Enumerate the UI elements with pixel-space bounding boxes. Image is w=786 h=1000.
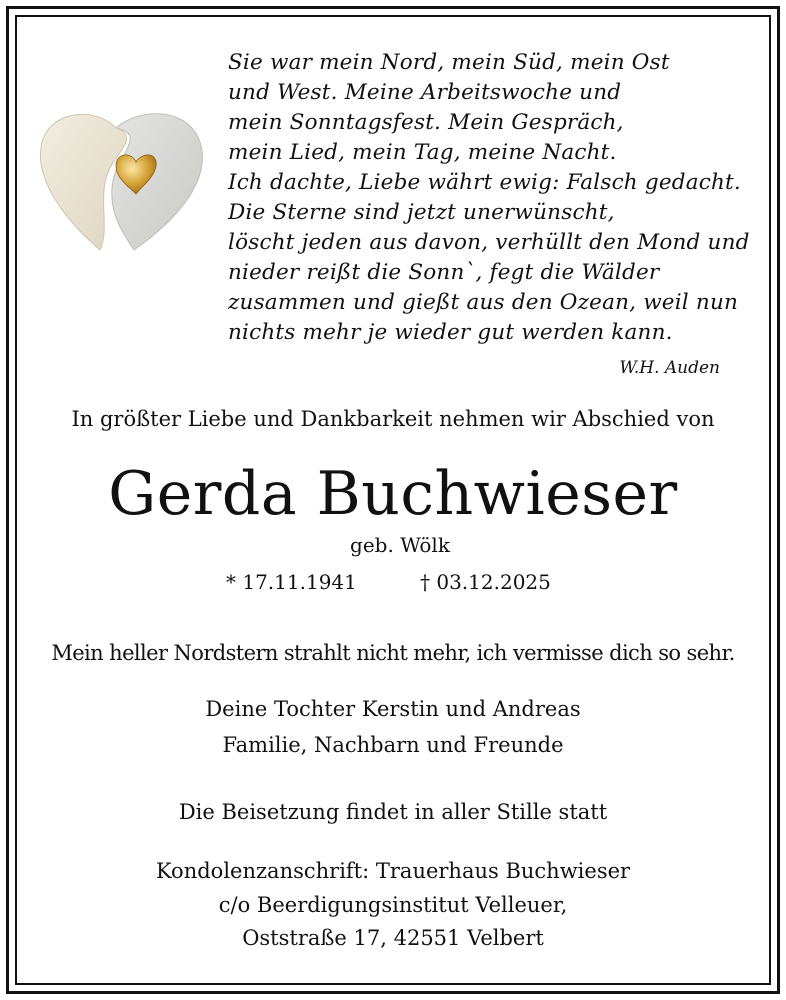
burial-note: Die Beisetzung findet in aller Stille statt [178,800,608,824]
poem-line: und West. Meine Arbeitswoche und [228,80,622,105]
stone-heart-icon [38,102,210,262]
intro-text: In größter Liebe und Dankbarkeit nehmen wir Abschied von [71,407,715,431]
poem-line: nieder reißt die Sonn`, fegt die Wälder [228,260,660,285]
poem-line: löscht jeden aus davon, verhüllt den Mond und [228,230,750,255]
farewell-quote: Mein heller Nordstern strahlt nicht mehr, ich vermisse dich so sehr. [51,641,735,665]
mourners-line-1: Deine Tochter Kerstin und Andreas [205,697,581,721]
poem-line: Die Sterne sind jetzt unerwünscht, [228,200,615,225]
poem-line: zusammen und gießt aus den Ozean, weil nun [228,290,739,315]
maiden-name: geb. Wölk [350,533,450,557]
condolence-address-line-1: Kondolenzanschrift: Trauerhaus Buchwieser [155,859,631,883]
poem-author: W.H. Auden [619,358,720,378]
poem [228,48,768,348]
mourners-line-2: Familie, Nachbarn und Freunde [222,733,564,757]
condolence-address-line-3: Oststraße 17, 42551 Velbert [242,926,544,950]
condolence-address-line-2: c/o Beerdigungsinstitut Velleuer, [218,893,568,917]
poem-line: mein Lied, mein Tag, meine Nacht. [228,140,617,165]
poem-line: Ich dachte, Liebe währt ewig: Falsch gedacht. [228,170,741,195]
birth-date: * 17.11.1941 [226,570,357,594]
poem-line: nichts mehr je wieder gut werden kann. [228,320,673,345]
poem-line: mein Sonntagsfest. Mein Gespräch, [228,110,624,135]
deceased-name: Gerda Buchwieser [108,459,678,529]
death-date: † 03.12.2025 [420,570,551,594]
poem-line: Sie war mein Nord, mein Süd, mein Ost [228,50,670,75]
